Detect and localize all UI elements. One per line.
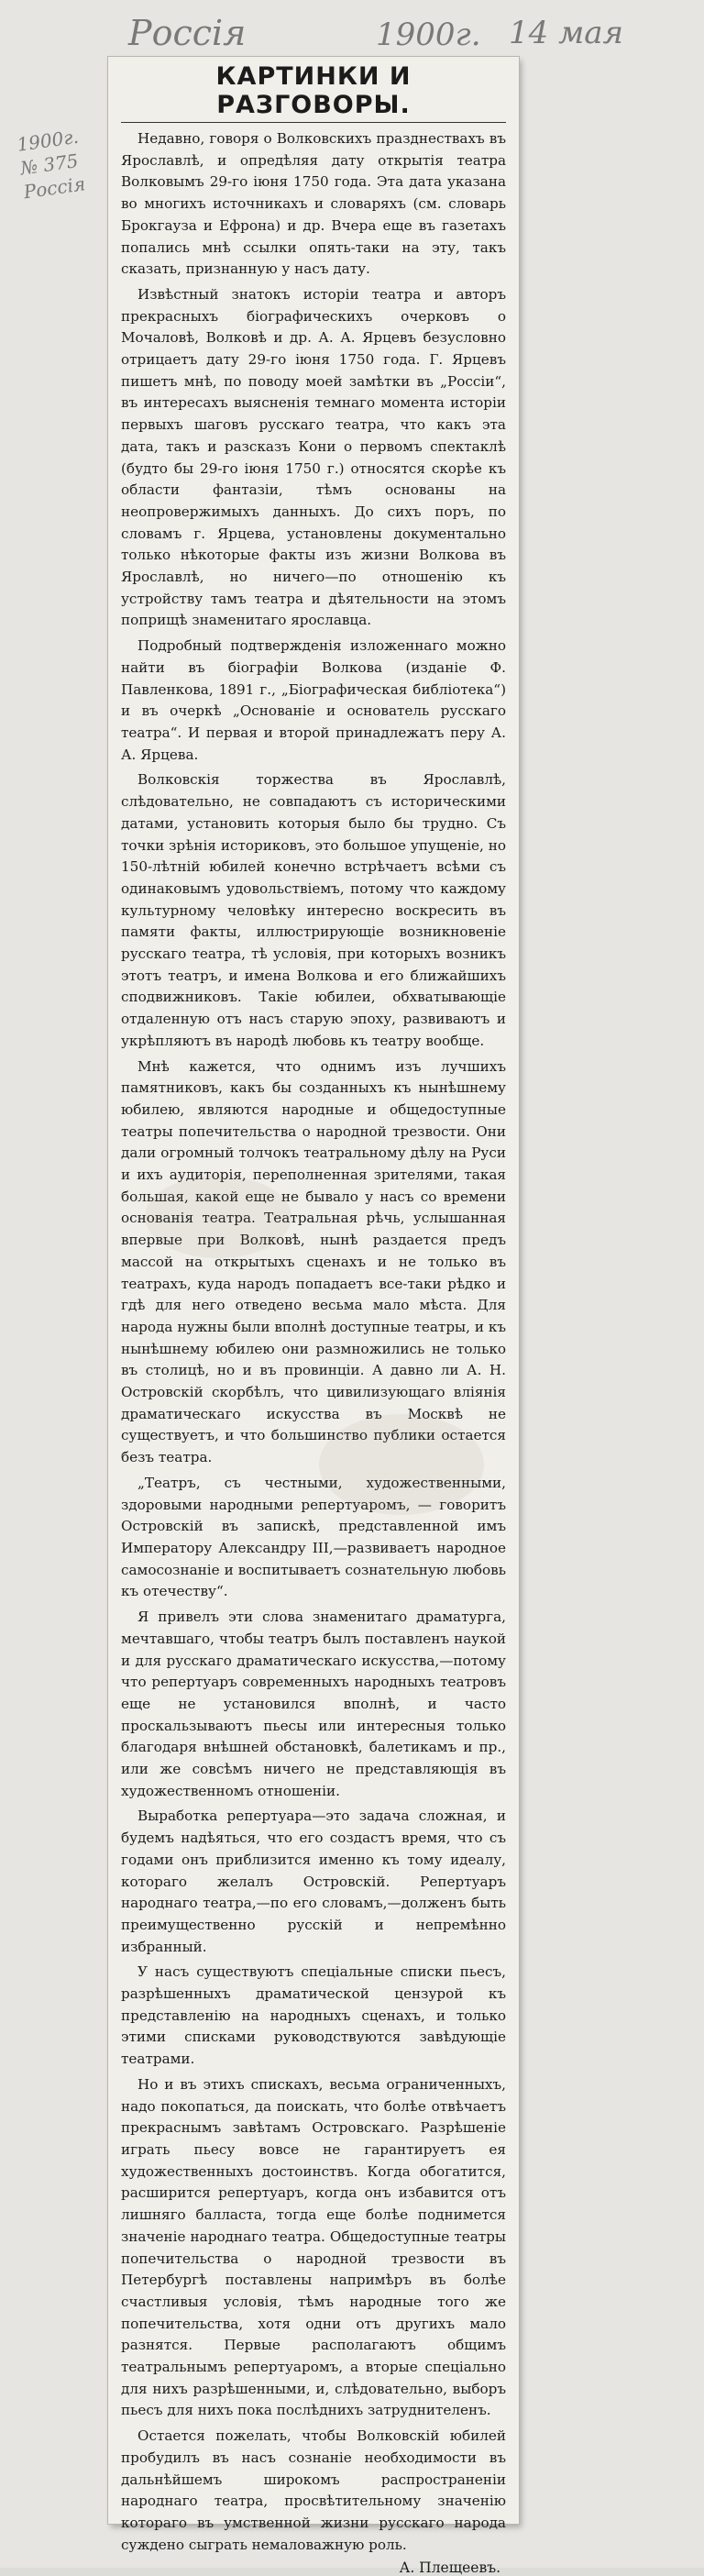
- article-paragraph: „Театръ, съ честными, художественными, здоровыми народными репертуаромъ, — говоритъ Островскій въ запискѣ, представленной имъ Императору Александру III,—развиваетъ народное самосознаніе и воспитываетъ сознательную любовь къ отечеству“.: [121, 1474, 506, 1600]
- paper-stain: [145, 1176, 292, 1258]
- side-note-number: № 375: [18, 149, 80, 180]
- article-paragraph: Выработка репертуара—это задача сложная, и будемъ надѣяться, что его создастъ время, что съ годами онъ приблизится именно къ тому идеалу, котораго желалъ Островскій. Репертуаръ народнаго театра,—по его словамъ,—долженъ быть преимущественно русскій и непремѣнно избранный.: [121, 1808, 506, 1955]
- article-signature: А. Плещеевъ.: [399, 2559, 500, 2576]
- handwritten-side-note: [16, 125, 87, 205]
- newspaper-clipping: [108, 57, 519, 2576]
- side-note-year: 1900г.: [16, 125, 81, 156]
- article-paragraph: Мнѣ кажется, что однимъ изъ лучшихъ памятниковъ, какъ бы созданныхъ къ нынѣшнему юбилею, являются народные и общедоступные театры попечительства о народной трезвости. Они дали огромный толчокъ театральному дѣлу на Руси и ихъ аудиторія, переполненная зрителями, такая большая, какой еще не бывало у насъ со времени основанія театра. Театральная рѣчь, услышанная впервые при Волковѣ, нынѣ раздается предъ массой на открытыхъ сценахъ и не только въ театрахъ, куда народъ попадаетъ все-таки рѣдко и гдѣ для него отведено весьма мало мѣста. Для народа нужны были вполнѣ доступные театры, и къ нынѣшнему юбилею они размножились не только въ столицѣ, но и въ провинціи. А давно ли А. Н. Островскій скорбѣлъ, что цивилизующаго вліянія драматическаго искусства въ Москвѣ не существуетъ, и что большинство публики остается безъ театра.: [121, 1057, 506, 1466]
- article-paragraph: Подробный подтвержденія изложеннаго можно найти въ біографіи Волкова (изданіе Ф. Павленкова, 1891 г., „Біографическая библіотека“) и въ очеркѣ „Основаніе и основатель русскаго театра“. И первая и второй принадлежатъ перу А. А. Ярцева.: [121, 637, 506, 763]
- side-note-source: Россія: [22, 172, 87, 204]
- article-title: КАРТИНКИ И РАЗГОВОРЫ.: [121, 62, 506, 123]
- handwritten-date-note: 14 мая: [509, 15, 624, 51]
- handwritten-year-note: 1900г.: [376, 17, 481, 53]
- article-paragraph: Недавно, говоря о Волковскихъ празднествахъ въ Ярославлѣ, и опредѣляя дату открытія театра Волковымъ 29-го іюня 1750 года. Эта дата указана во многихъ источникахъ и словаряхъ (см. словарь Брокгауза и Ефрона) и др. Вчера еще въ газетахъ попались мнѣ ссылки опять-таки на эту, такъ сказать, признанную у насъ дату.: [121, 130, 506, 278]
- article-paragraph: Я привелъ эти слова знаменитаго драматурга, мечтавшаго, чтобы театръ былъ поставленъ наукой и для русскаго драматическаго искусства,—потому что репертуаръ современныхъ народныхъ театровъ еще не установился вполнѣ, и часто проскальзываютъ пьесы или интересныя только благодаря внѣшней обстановкѣ, балетикамъ и пр., или же совсѣмъ ничего не представляющія въ художественномъ отношеніи.: [121, 1609, 506, 1799]
- article-paragraph: Но и въ этихъ спискахъ, весьма ограниченныхъ, надо покопаться, да поискать, что болѣе отвѣчаетъ прекраснымъ завѣтамъ Островскаго. Разрѣшеніе играть пьесу вовсе не гарантируетъ ея художественныхъ достоинствъ. Когда обогатится, расширится репертуаръ, когда онъ избавится отъ лишняго балласта, тогда еще болѣе поднимется значеніе народнаго театра. Общедоступные театры попечительства о народной трезвости въ Петербургѣ поставлены напримѣръ въ болѣе счастливыя условія, тѣмъ народные того же попечительства, хотя одни отъ другихъ мало разнятся. Первые располагаютъ общимъ театральнымъ репертуаромъ, а вторые спеціально для нихъ разрѣшенными, и, слѣдовательно, выборъ пьесъ для нихъ пока послѣднихъ затруднителенъ.: [121, 2075, 506, 2419]
- article-paragraph: Извѣстный знатокъ исторіи театра и авторъ прекрасныхъ біографическихъ очерковъ о Мочаловѣ, Волковѣ и др. А. А. Ярцевъ безусловно отрицаетъ дату 29-го іюня 1750 года. Г. Ярцевъ пишетъ мнѣ, по поводу моей замѣтки въ „Россіи“, въ интересахъ выясненія темнаго момента исторіи первыхъ шаговъ русскаго театра, что какъ эта дата, такъ и разсказъ Кони о первомъ спектаклѣ (будто бы 29-го іюня 1750 г.) относятся скорѣе къ области фантазіи, тѣмъ основаны на неопровержимыхъ данныхъ. До сихъ поръ, по словамъ г. Ярцева, установлены документально только нѣкоторые факты изъ жизни Волкова въ Ярославлѣ, но ничего—по отношенію къ устройству тамъ театра и дѣятельности на этомъ поприщѣ знаменитаго ярославца.: [121, 285, 506, 629]
- paper-stain: [319, 1414, 484, 1515]
- article-paragraph: Остается пожелать, чтобы Волковскій юбилей пробудилъ въ насъ сознаніе необходимости въ дальнѣйшемъ широкомъ распространеніи народнаго театра, просвѣтительному значенію котораго въ умственной жизни русскаго народа суждено сыграть немаловажную роль.: [121, 2427, 506, 2553]
- article-paragraph: Волковскія торжества въ Ярославлѣ, слѣдовательно, не совпадаютъ съ историческими датами, установить которыя было бы трудно. Съ точки зрѣнія историковъ, это большое упущеніе, но 150-лѣтній юбилей конечно встрѣчаетъ всѣми съ одинаковымъ удовольствіемъ, потому что каждому культурному человѣку интересно воскресить въ памяти факты, иллюстрирующіе возникновеніе русскаго театра, тѣ условія, при которыхъ возникъ этотъ театръ, и имена Волкова и его ближайшихъ сподвижниковъ. Такіе юбилеи, обхватывающіе отдаленную отъ насъ старую эпоху, развиваютъ и укрѣпляютъ въ народѣ любовь къ театру вообще.: [121, 771, 506, 1049]
- handwritten-source-note: Россія: [128, 13, 247, 53]
- article-paragraph: У насъ существуютъ спеціальные списки пьесъ, разрѣшенныхъ драматической цензурой къ представленію на народныхъ сценахъ, и только этими списками руководствуются завѣдующіе театрами.: [121, 1963, 506, 2068]
